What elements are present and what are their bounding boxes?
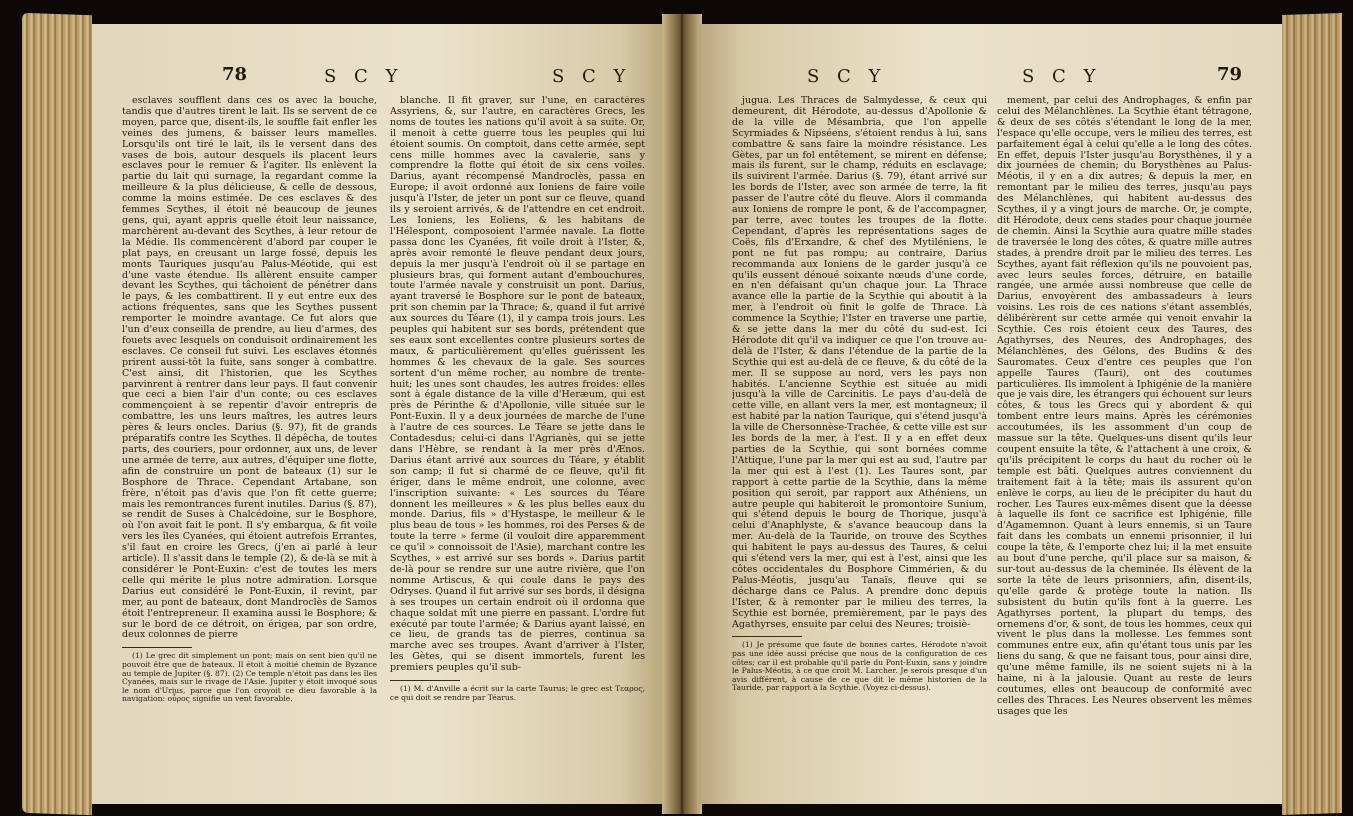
running-title: S C Y	[324, 66, 404, 87]
left-page-header	[92, 66, 667, 92]
page-edges-left	[22, 13, 92, 815]
running-title-2: S C Y	[1022, 66, 1102, 87]
footnotes: (1) M. d'Anville a écrit sur la carte Taurus; le grec est Τεαρος, ce qui doit se rendre par Téarus.	[390, 684, 645, 702]
footnote-rule	[732, 636, 802, 637]
right-page	[697, 24, 1282, 804]
column-text: blanche. Il fit graver, sur l'une, en caractères Assyriens, &, sur l'autre, en caractères Grecs, les noms de toutes les nations qu'il avoit à sa suite. Or, il menoit à cette guerre tous les peuples qui lui étoient soumis. On comptoit, dans cette armée, sept cens mille hommes avec la cavalerie, sans y comprendre la flotte qui étoit de six cens voiles. Darius, ayant récompensé Mandroclès, passa en Europe; il avoit ordonné aux Ioniens de faire voile jusqu'à l'Ister, de jeter un pont sur ce fleuve, quand ils y seroient arrivés, & de l'attendre en cet endroit. Les Ioniens, les Eoliens, & les habitans de l'Hélespont, composoient l'armée navale. La flotte passa donc les Cyanées, fit voile droit à l'Ister, &, après avoir remonté le fleuve pendant deux jours, depuis la mer jusqu'à l'endroit où il se partage en plusieurs bras, qui forment autant d'embouchures, toute l'armée navale y construisit un pont. Darius, ayant traversé le Bosphore sur le pont de bateaux, prit son chemin par la Thrace; &, quand il fut arrivé aux sources du Téare (1), il y campa trois jours. Les peuples qui habitent sur ses bords, prétendent que ses eaux sont excellentes contre plusieurs sortes de maux, & particulièrement qu'elles guérissent les hommes & les chevaux de la gale. Ses sources sortent d'un même rocher, au nombre de trente-huit; les unes sont chaudes, les autres froides: elles sont à égale distance de la ville d'Heræum, qui est près de Périnthe & d'Apollonie, ville située sur le Pont-Euxin. Il y a deux journées de marche de l'une à l'autre de ces sources. Le Téare se jette dans le Contadesdus; celui-ci dans l'Agrianès, qui se jette dans l'Hèbre, se rendant à la mer près d'Ænos. Darius étant arrivé aux sources du Téare, y établit son camp; il fut si charmé de ce fleuve, qu'il fit ériger, dans le même endroit, une colonne, avec l'inscription suivante: « Les sources du Téare donnent les meilleures » & les plus belles eaux du monde. Darius, fils » d'Hystaspe, le meilleur & le plus beau de tous » les hommes, roi des Perses & de toute la terre » ferme (il vouloit dire apparemment ce qu'il » connoissoit de l'Asie), marchant contre les Scythes, » est arrivé sur ses bords ». Darius partit de-là pour se rendre sur une autre rivière, que l'on nomme Artiscus, & qui coule dans le pays des Odryses. Quand il fut arrivé sur ses bords, il désigna à ses troupes un certain endroit où il ordonna que chaque soldat mît une pierre en passant. L'ordre fut exécuté par toute l'armée; & Darius ayant laissé, en ce lieu, de grands tas de pierres, continua sa marche avec ses troupes. Avant d'arriver à l'Ister, les Gètes, qui se disent immortels, furent les premiers peuples qu'il sub-	[390, 96, 645, 674]
column-text: esclaves soufflent dans ces os avec la bouche, tandis que d'autres tirent le lait. Ils se servent de ce moyen, parce que, disent-ils, le souffle fait enfler les veines des jumens, & baisser leurs mamelles. Lorsqu'ils ont tiré le lait, ils le versent dans des vases de bois, autour desquels ils placent leurs esclaves pour le remuer & l'agiter. Ils enlèvent la partie du lait qui surnage, la regardant comme la meilleure & la plus délicieuse, & celle de dessous, comme la moins estimée. De ces esclaves & des femmes Scythes, il étoit né beaucoup de jeunes gens, qui, ayant appris quelle étoit leur naissance, marchèrent au-devant des Scythes, à leur retour de la Médie. Ils commencèrent d'abord par couper le plat pays, en creusant un large fossé, depuis les monts Tauriques jusqu'au Palus-Méotide, qui est d'une vaste étendue. Ils allèrent ensuite camper devant les Scythes, qui tâchoient de pénétrer dans le pays, & les combattirent. Il y eut entre eux des actions fréquentes, sans que les Scythes pussent remporter le moindre avantage. Ce fut alors que l'un d'eux conseilla de prendre, au lieu d'armes, des fouets avec lesquels on conduisoit ordinairement les esclaves. Ce conseil fut suivi. Les esclaves étonnés prirent aussi-tôt la fuite, sans songer à combattre. C'est ainsi, dit l'historien, que les Scythes parvinrent à rentrer dans leur pays. Il faut convenir que ceci a bien l'air d'un conte; ou ces esclaves commençoient à se repentir d'avoir entrepris de combattre, les uns leurs maîtres, les autres leurs pères & leurs oncles. Darius (§. 97), fit de grands préparatifs contre les Scythes. Il dépêcha, de toutes parts, des couriers, pour ordonner, aux uns, de lever une armée de terre, aux autres, d'équiper une flotte, afin de construire un pont de bateaux (1) sur le Bosphore de Thrace. Cependant Artabane, son frère, n'étoit pas d'avis que l'on fît cette guerre; mais les remontrances furent inutiles. Darius (§. 87), se rendit de Suses à Chalcédoine, sur le Bosphore, où l'on avoit fait le pont. Il s'y embarqua, & fit voile vers les îles Cyanées, qui étoient autrefois Errantes, s'il faut en croire les Grecs, (j'en ai parlé à leur article). Il s'assit dans le temple (2), & de-là se mit à considérer le Pont-Euxin: c'est de toutes les mers celle qui mérite le plus notre admiration. Lorsque Darius eut considéré le Pont-Euxin, il revint, par mer, au pont de bateaux, dont Mandroclès de Samos étoit l'entrepreneur. Il examina aussi le Bosphore; & sur le bord de ce détroit, on érigea, par son ordre, deux colonnes de pierre	[122, 96, 377, 641]
book-gutter	[662, 14, 702, 814]
right-page-column-1	[732, 96, 987, 693]
right-page-column-2	[997, 96, 1252, 718]
footnote-rule	[390, 680, 460, 681]
left-page-column-1	[122, 96, 377, 704]
page-number: 79	[1217, 64, 1243, 85]
right-page-header	[697, 66, 1282, 92]
footnotes: (1) Le grec dit simplement un pont; mais on sent bien qu'il ne pouvoit être que de bateaux. Il étoit à moitié chemin de Byzance au temple de Jupiter (§. 87). (2) Ce temple n'étoit pas dans les îles Cyanées, mais sur le rivage de l'Asie. Jupiter y étoit invoqué sous le nom d'Urius, parce que l'on croyoit ce dieu favorable à la navigation: οὖρος signifie un vent favorable.	[122, 651, 377, 704]
footnotes: (1) Je présume que faute de bonnes cartes, Hérodote n'avoit pas une idée aussi précise que nous de la configuration de ces côtes; car il est probable qu'il parle du Pont-Euxin, sans y joindre le Palus-Méotis, à ce que croit M. Larcher. Je serois presque d'un avis différent, à cause de ce que dit le même historien de la Tauride, par rapport à la Scythie. (Voyez ci-dessus).	[732, 640, 987, 693]
page-edges-right	[1282, 13, 1342, 815]
open-book	[22, 14, 1342, 810]
left-page-column-2	[390, 96, 645, 702]
column-text: mement, par celui des Androphages, & enfin par celui des Mélanchlènes. La Scythie étant tétragone, & deux de ses côtés s'étendant le long de la mer, l'espace qu'elle occupe, vers le milieu des terres, est parfaitement égal à celui qu'elle a le long des côtes. En effet, depuis l'Ister jusqu'au Borysthènes, il y a dix journées de chemin; du Borysthènes au Palus-Méotis, il y en a dix autres; & depuis la mer, en remontant par le milieu des terres, jusqu'au pays des Mélanchlènes, qui habitent au-dessus des Scythes, il y a vingt jours de marche. Or, je compte, dit Hérodote, deux cens stades pour chaque journée de chemin. Ainsi la Scythie aura quatre mille stades de traversée le long des côtes, & quatre mille autres stades, à prendre droit par le milieu des terres. Les Scythes, ayant fait réflexion qu'ils ne pouvoient pas, avec leurs seules forces, détruire, en bataille rangée, une armée aussi nombreuse que celle de Darius, envoyèrent des ambassadeurs à leurs voisins. Les rois de ces nations s'étant assemblés, délibérèrent sur cette armée qui venoit envahir la Scythie. Ces rois étoient ceux des Taures, des Agathyrses, des Neures, des Androphages, des Mélanchlènes, des Gélons, des Budins & des Sauromates. Ceux d'entre ces peuples que l'on appelle Taures (Tauri), ont des coutumes particulières. Ils immolent à Iphigénie de la manière que je vais dire, les étrangers qui échouent sur leurs côtes, & tous les Grecs qui y abordent & qui tombent entre leurs mains. Après les cérémonies accoutumées, ils les assomment d'un coup de massue sur la tête. Quelques-uns disent qu'ils leur coupent ensuite la tête, & l'attachent à une croix, & qu'ils précipitent le corps du haut du rocher où le temple est bâti. Quelques autres conviennent du traitement fait à la tête; mais ils assurent qu'on enlève le corps, au lieu de le précipiter du haut du rocher. Les Taures eux-mêmes disent que la déesse à laquelle ils font ce sacrifice est Iphigénie, fille d'Agamemnon. Quant à leurs ennemis, si un Taure fait dans les combats un ennemi prisonnier, il lui coupe la tête, & l'emporte chez lui; il la met ensuite au bout d'une perche, qu'il place sur sa maison, & sur-tout au-dessus de la cheminée. Ils élèvent de la sorte la tête de leurs prisonniers, afin, disent-ils, qu'elle garde & protège toute la nation. Ils subsistent du butin qu'ils font à la guerre. Les Agathyrses portent, la plupart du temps, des ornemens d'or, & sont, de tous les hommes, ceux qui vivent le plus dans la mollesse. Les femmes sont communes entre eux, afin qu'étant tous unis par les liens du sang, & que ne faisant tous, pour ainsi dire, qu'une même famille, ils ne soient sujets ni à la haine, ni à la jalousie. Quant au reste de leurs coutumes, elles ont beaucoup de conformité avec celles des Thraces. Les Neures observent les mêmes usages que les	[997, 96, 1252, 717]
column-text: jugua. Les Thraces de Salmydesse, & ceux qui demeurent, dit Hérodote, au-dessus d'Apollonie & de la ville de Mésambria, que l'on appelle Scyrmiades & Nipséens, s'étoient rendus à lui, sans combattre & sans faire la moindre résistance. Les Gètes, par un fol entêtement, se mirent en défense; mais ils furent, sur le champ, réduits en esclavage; ils suivirent l'armée. Darius (§. 79), étant arrivé sur les bords de l'Ister, avec son armée de terre, la fit passer de l'autre côté du fleuve. Alors il commanda aux Ioniens de rompre le pont, & de l'accompagner, par terre, avec toutes les troupes de la flotte. Cependant, d'après les représentations sages de Coës, fils d'Erxandre, & chef des Mytiléniens, le pont ne fut pas rompu; au contraire, Darius recommanda aux Ioniens de le garder jusqu'à ce qu'ils eussent dénoué soixante nœuds d'une corde, en n'en défaisant qu'un chaque jour. La Thrace avance elle la partie de la Scythie qui aboutit à la mer, à l'endroit où finit le golfe de Thrace. Là commence la Scythie; l'Ister en traverse une partie, & se jette dans la mer du côté du sud-est. Ici Hérodote dit qu'il va indiquer ce que l'on trouve au-delà de l'Ister, & dans l'étendue de la partie de la Scythie qui est au-delà de ce fleuve, & du côté de la mer. Il se suppose au nord, vers les pays non habités. L'ancienne Scythie est située au midi jusqu'à la ville de Carcinitis. Le pays d'au-delà de cette ville, en allant vers la mer, est montagneux; il est habité par la nation Taurique, qui s'étend jusqu'à la ville de Chersonnèse-Trachée, & cette ville est sur les bords de la mer, à l'est. Il y a en effet deux parties de la Scythie, qui sont bornées comme l'Attique, l'une par la mer qui est au sud, l'autre par la mer qui est à l'est (1). Les Taures sont, par rapport à cette partie de la Scythie, dans la même position qui seroit, par rapport aux Athéniens, un autre peuple qui habiteroit le promontoire Sunium, qui s'étend depuis le bourg de Thorique, jusqu'à celui d'Anaphlyste, & s'avance beaucoup dans la mer. Au-delà de la Tauride, on trouve des Scythes qui habitent le pays au-dessus des Taures, & celui qui s'étend vers la mer, qui est à l'est, ainsi que les côtes occidentales du Bosphore Cimmérien, & du Palus-Méotis, jusqu'au Tanaïs, fleuve qui se décharge dans ce Palus. A prendre donc depuis l'Ister, & à remonter par le milieu des terres, la Scythie est bornée, premièrement, par le pays des Agathyrses, ensuite par celui des Neures; troisiè-	[732, 96, 987, 630]
left-page	[92, 24, 667, 804]
running-title: S C Y	[807, 66, 887, 87]
page-number: 78	[222, 64, 248, 85]
running-title-2: S C Y	[552, 66, 632, 87]
footnote-rule	[122, 647, 192, 648]
